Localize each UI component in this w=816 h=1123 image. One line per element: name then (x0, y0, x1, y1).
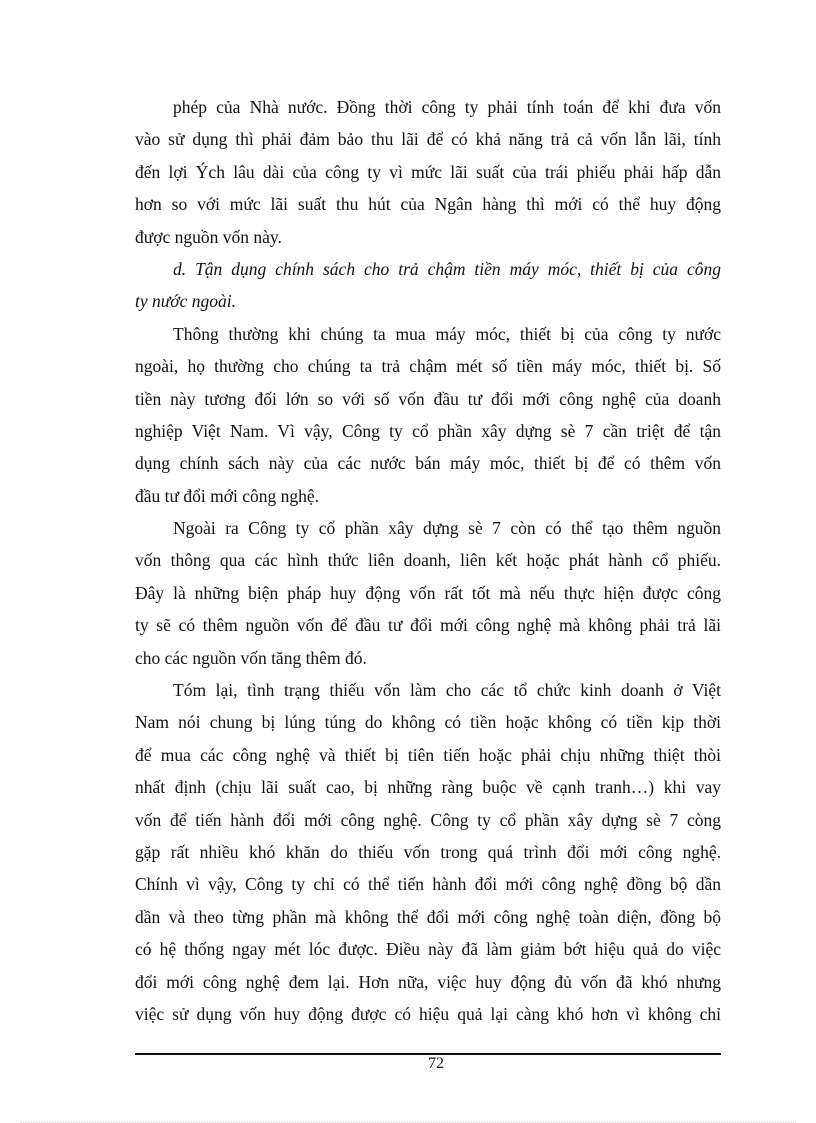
paragraph (135, 512, 721, 674)
text-line: Nam nói chung bị lúng túng do không có tiền hoặc không có tiền kịp thời (135, 712, 721, 733)
text-line: ty nước ngoài. (135, 291, 237, 312)
text-line: dần và theo từng phần mà không thể đổi mới công nghệ toàn diện, đồng bộ (135, 906, 721, 927)
paragraph (135, 91, 721, 253)
text-line: đầu tư đổi mới công nghệ. (135, 485, 319, 506)
text-line: Thông thường khi chúng ta mua máy móc, thiết bị của công ty nước (173, 323, 721, 344)
text-line: Đây là những biện pháp huy động vốn rất tốt mà nếu thực hiện được công (135, 582, 721, 603)
text-line: cho các nguồn vốn tăng thêm đó. (135, 647, 367, 668)
text-line: tiền này tương đối lớn so với số vốn đầu tư đổi mới công nghệ của doanh (135, 388, 721, 409)
text-line: Chính vì vậy, Công ty chỉ có thể tiến hành đổi mới công nghệ đồng bộ dần (135, 874, 721, 895)
paragraph (135, 253, 721, 318)
text-line: nhất định (chịu lãi suất cao, bị những ràng buộc về cạnh tranh…) khi vay (135, 777, 721, 798)
text-line: đến lợi Ých lâu dài của công ty vì mức lãi suất của trái phiếu phải hấp dẫn (135, 161, 721, 182)
text-line: nghiệp Việt Nam. Vì vậy, Công ty cổ phần xây dựng sè 7 cần triệt để tận (135, 420, 721, 441)
text-line: ty sẽ có thêm nguồn vốn để đầu tư đổi mới công nghệ mà không phải trả lãi (135, 615, 721, 636)
text-line: ngoài, họ thường cho chúng ta trả chậm mét số tiền máy móc, thiết bị. Số (135, 356, 721, 377)
text-line: dụng chính sách này của các nước bán máy móc, thiết bị để có thêm vốn (135, 453, 721, 474)
paragraph (135, 318, 721, 512)
text-line: được nguồn vốn này. (135, 226, 282, 247)
text-line: Ngoài ra Công ty cổ phần xây dựng sè 7 còn có thể tạo thêm nguồn (173, 518, 721, 539)
text-line: gặp rất nhiều khó khăn do thiếu vốn trong quá trình đổi mới công nghệ. (135, 841, 721, 862)
text-line: vốn để tiến hành đổi mới công nghệ. Công ty cổ phần xây dựng sè 7 còng (135, 809, 721, 830)
text-line: để mua các công nghệ và thiết bị tiên tiến hoặc phải chịu những thiệt thòi (135, 744, 721, 765)
text-line: vốn thông qua các hình thức liên doanh, liên kết hoặc phát hành cổ phiếu. (135, 550, 721, 571)
text-line: có hệ thống ngay mét lóc được. Điều này đã làm giảm bớt hiệu quả do việc (135, 939, 721, 960)
text-line: phép của Nhà nước. Đồng thời công ty phải tính toán để khi đưa vốn (173, 97, 721, 117)
page-body (135, 91, 721, 1030)
text-line: việc sử dụng vốn huy động được có hiệu quả lại càng khó hơn vì không chỉ (135, 1003, 721, 1024)
text-line: hơn so với mức lãi suất thu hút của Ngân hàng thì mới có thể huy động (135, 194, 721, 215)
page-number: 72 (428, 1055, 444, 1072)
text-line: đổi mới công nghệ đem lại. Hơn nữa, việc huy động đủ vốn đã khó nhưng (135, 971, 721, 992)
text-line: Tóm lại, tình trạng thiếu vốn làm cho các tổ chức kinh doanh ở Việt (173, 680, 721, 701)
paragraph (135, 674, 721, 1030)
text-line: d. Tận dụng chính sách cho trả chậm tiền máy móc, thiết bị của công (173, 258, 721, 279)
text-line: vào sử dụng thì phải đảm bảo thu lãi để có khả năng trả cả vốn lẫn lãi, tính (135, 129, 721, 150)
